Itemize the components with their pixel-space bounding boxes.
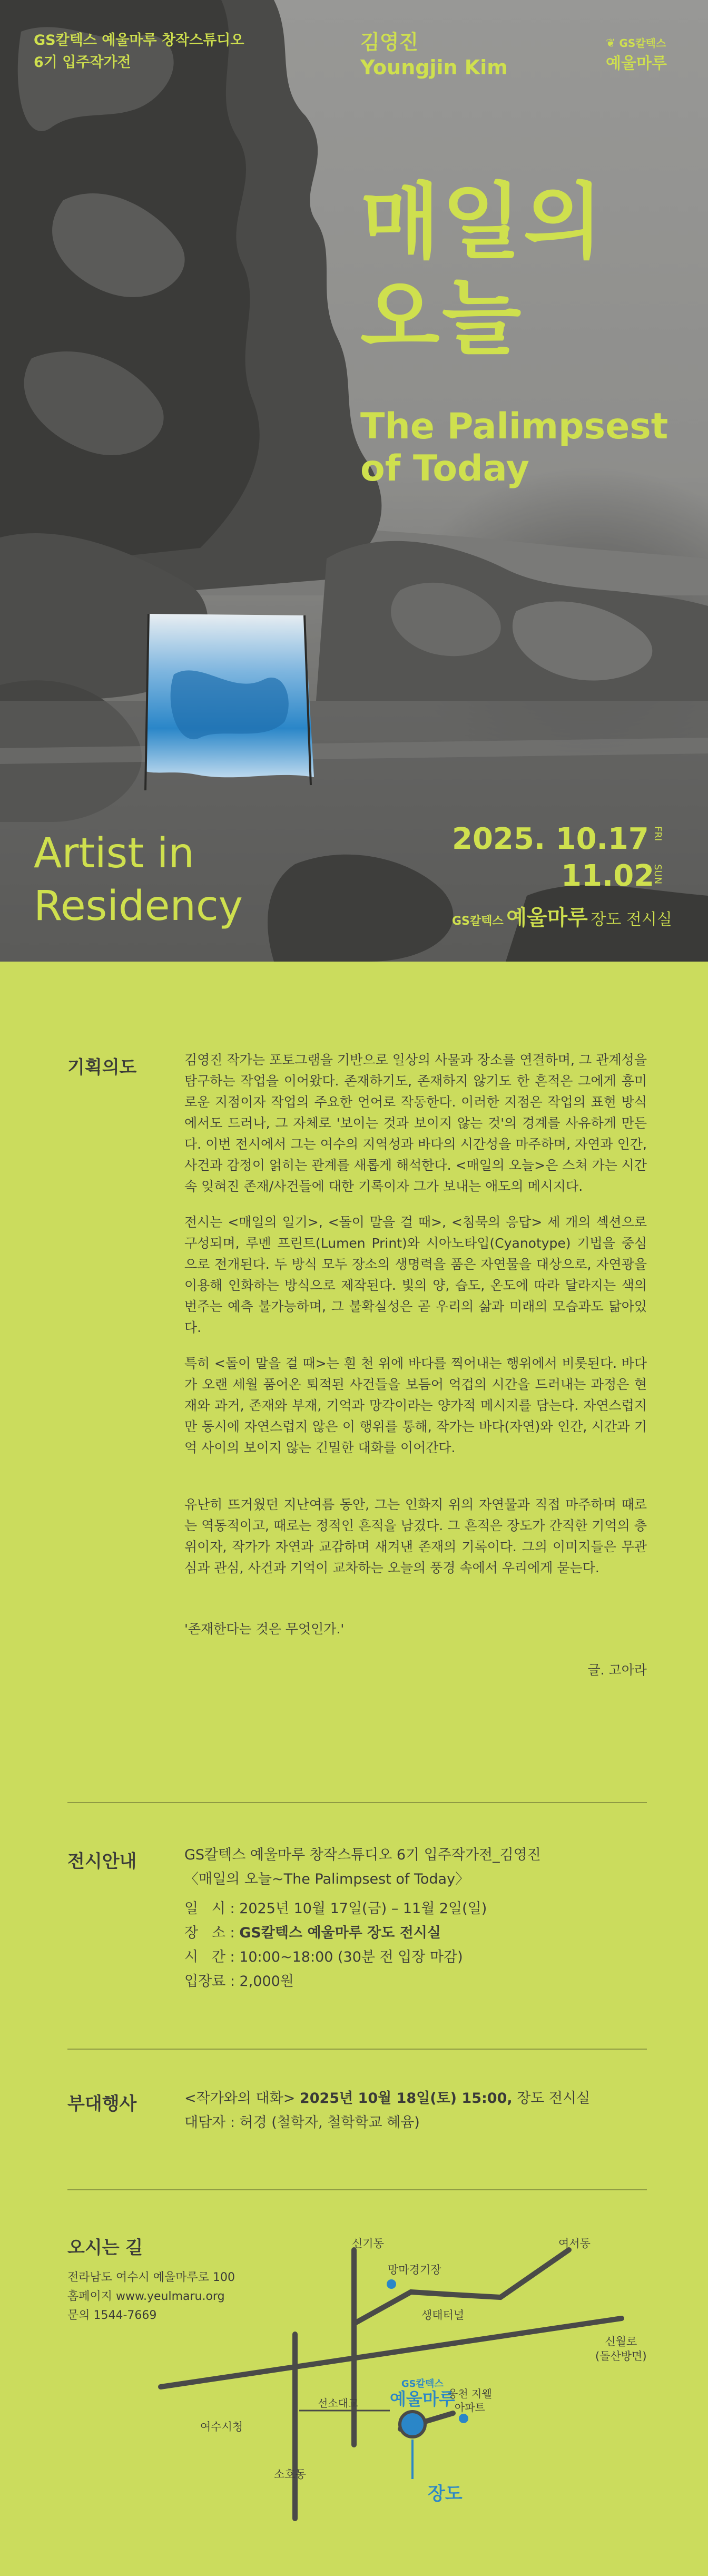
planning-title: 기획의도: [67, 1057, 137, 1078]
date-end: 11.02: [561, 859, 655, 893]
place-value: GS칼텍스 예울마루 장도 전시실: [239, 1925, 441, 1941]
exhibition-title: 전시안내: [67, 1851, 137, 1872]
map-yeulmaru: 예울마루: [390, 2389, 455, 2409]
talk-speaker: 대담자 : 허경 (철학자, 철학학교 혜윰): [184, 2114, 420, 2131]
events-details: [184, 2087, 647, 2135]
map-label-stadium: 망마경기장: [388, 2264, 441, 2276]
map-label-singi: 신기동: [352, 2237, 384, 2250]
planning-paragraph: 특히 <돌이 말을 걸 때>는 흰 천 위에 바다를 찍어내는 행위에서 비롯된다. 바다가 오랜 세월 품어온 퇴적된 사건들을 보듬어 억겁의 시간을 드러내는 과정은 현재와 과거, 존재와 부재, 기억과 망각이라는 양가적 메시지를 담는다. 자연스럽지만 동시에 자연스럽지 않은 이 행위를 통해, 작가는 바다(자연)와 인간, 시간과 기억 사이의 보이지 않는 긴밀한 대화를 이어간다.: [184, 1356, 647, 1455]
events-title: 부대행사: [67, 2093, 137, 2114]
date-value: 2025년 10월 17일(금) – 11월 2일(일): [239, 1901, 487, 1917]
title-korean: [360, 174, 605, 366]
map-gs: GS칼텍스: [401, 2378, 444, 2389]
map-label-apartment: [448, 2387, 492, 2414]
fee-label: 입장료: [184, 1973, 226, 1990]
sinwol-line: 신월로: [605, 2335, 637, 2348]
apartment-marker-icon: [459, 2414, 468, 2423]
planning-paragraph: 전시는 <매일의 일기>, <돌이 말을 걸 때>, <침묵의 응답> 세 개의 섹션으로 구성되며, 루멘 프린트(Lumen Print)와 시아노타입(Cyanotype) 기법을 중심으로 전개된다. 두 방식 모두 장소의 생명력을 품은 자연물을 대상으로, 자연광을 이용해 인화하는 방식으로 제작된다. 빛의 양, 습도, 온도에 따라 달라지는 색의 번주는 예측 불가능하며, 그 불확실성은 곧 우리의 삶과 미래의 모습과도 닮아있다.: [184, 1214, 647, 1335]
venue-gs: GS칼텍스: [452, 915, 504, 928]
planning-author: 글. 고아라: [587, 1662, 647, 1678]
apt-line: 웅천 지웰: [448, 2387, 492, 2400]
homepage: 홈페이지 www.yeulmaru.org: [67, 2290, 225, 2303]
title-english-line: of Today: [360, 448, 529, 489]
venue-label: [452, 901, 672, 931]
exhibition-date-row: 일 시 : 2025년 10월 17일(금) – 11월 2일(일): [184, 1901, 487, 1917]
venue-place: 장도 전시실: [591, 910, 672, 929]
planning-quote: '존재한다는 것은 무엇인가.': [184, 1621, 345, 1637]
map-label-sinwol: [595, 2334, 647, 2364]
date-label: 일 시: [184, 1901, 225, 1917]
residency-line: Artist in: [34, 830, 194, 877]
title-english: [360, 406, 668, 490]
title-korean-line: 오늘: [360, 270, 524, 366]
logo-text-top: GS칼텍스: [619, 37, 666, 50]
exhibition-details: [184, 1843, 647, 1994]
map-label-yeulmaru: [390, 2376, 455, 2408]
planning-paragraph: 유난히 뜨거웠던 지난여름 동안, 그는 인화지 위의 자연물과 직접 마주하며 때로는 역동적이고, 때로는 정적인 흔적을 남겼다. 그 흔적은 장도가 간직한 기억의 층위이자, 작가가 자연과 교감하며 새겨낸 존재의 기록이다. 그의 이미지들은 무관심과 관심, 사건과 기억이 교차하는 오늘의 풍경 속에서 우리에게 묻는다.: [184, 1497, 647, 1575]
map-label-jangdo: 장도: [428, 2483, 463, 2504]
residency-line: Residency: [34, 883, 243, 930]
map-label-bridge: 선소대교: [318, 2397, 359, 2410]
hero-poster: [0, 0, 708, 962]
date-end-weekday: SUN: [652, 864, 663, 885]
planning-paragraph: 김영진 작가는 포토그램을 기반으로 일상의 사물과 장소를 연결하며, 그 관계성을 탐구하는 작업을 이어왔다. 존재하기도, 존재하지 않기도 한 흔적은 그에게 흥미로운 지점이자 작업의 주요한 언어로 작동한다. 이러한 지점은 작업의 표현 방식에서도 드러나, 그 자체로 '보이는 것과 보이지 않는 것'의 경계를 사유하게 만든다. 이번 전시에서 그는 여수의 지역성과 바다의 시간성을 마주하며, 자연과 인간, 사건과 감정이 얽히는 관계를 새롭게 해석한다. <매일의 오늘>은 스쳐 가는 시간 속 잊혀진 존재/사건들에 대한 기록이자 그가 보내는 애도의 메시지다.: [184, 1052, 647, 1194]
time-value: 10:00~18:00 (30분 전 입장 마감): [239, 1949, 463, 1965]
exhibition-fee-row: 입장료 : 2,000원: [184, 1973, 294, 1990]
date-start-weekday: FRI: [652, 826, 663, 841]
artist-name-kr: 김영진: [360, 31, 419, 54]
title-english-line: The Palimpsest: [360, 406, 668, 447]
talk-place: 장도 전시실: [517, 2090, 591, 2107]
address: 전라남도 여수시 예울마루로 100: [67, 2271, 235, 2284]
yeulmaru-marker-icon: [400, 2412, 425, 2437]
map-label-soho: 소호동: [274, 2468, 306, 2481]
phone: 문의 1544-7669: [67, 2309, 157, 2322]
map-label-yeoseo: 여서동: [558, 2237, 591, 2250]
place-label: 장 소: [184, 1925, 225, 1941]
fee-value: 2,000원: [239, 1973, 294, 1990]
date-start: 2025. 10.17: [452, 822, 649, 856]
studio-label: [34, 30, 244, 74]
directions-contact: [67, 2268, 235, 2325]
artist-in-residency: [34, 827, 243, 933]
exhibition-title-full: 〈매일의 오늘~The Palimpsest of Today〉: [184, 1871, 470, 1887]
studio-line: 6기 입주작가전: [34, 54, 131, 71]
logo-text-bottom: 예울마루: [606, 54, 667, 73]
map-label-cityhall: 여수시청: [200, 2421, 243, 2433]
divider: [67, 2049, 647, 2050]
sinwol-line: (돌산방면): [595, 2350, 647, 2363]
divider: [67, 1802, 647, 1803]
studio-line: GS칼텍스 예울마루 창작스튜디오: [34, 32, 244, 48]
artist-name-en: Youngjin Kim: [360, 56, 508, 79]
events-talk-row: [184, 2087, 647, 2111]
artist-name: [360, 30, 508, 80]
venue-name: 예울마루: [506, 906, 588, 930]
map-label-tunnel: 생태터널: [421, 2309, 465, 2322]
talk-name: <작가와의 대화>: [184, 2090, 296, 2107]
gs-yeulmaru-logo: [606, 35, 667, 73]
logo-icon: ❦: [606, 37, 616, 50]
exhibition-time-row: 시 간 : 10:00~18:00 (30분 전 입장 마감): [184, 1949, 463, 1965]
directions-title: 오시는 길: [67, 2237, 143, 2258]
time-label: 시 간: [184, 1949, 225, 1965]
exhibition-place-row: 장 소 : GS칼텍스 예울마루 장도 전시실: [184, 1925, 441, 1941]
title-korean-line: 매일의: [360, 174, 605, 270]
exhibition-name: GS칼텍스 예울마루 창작스튜디오 6기 입주작가전_김영진: [184, 1847, 541, 1863]
apt-line: 아파트: [454, 2401, 485, 2414]
divider: [67, 2189, 647, 2190]
stadium-marker-icon: [387, 2279, 396, 2289]
talk-date: 2025년 10월 18일(토) 15:00,: [299, 2090, 513, 2107]
map-road: [400, 2413, 453, 2429]
